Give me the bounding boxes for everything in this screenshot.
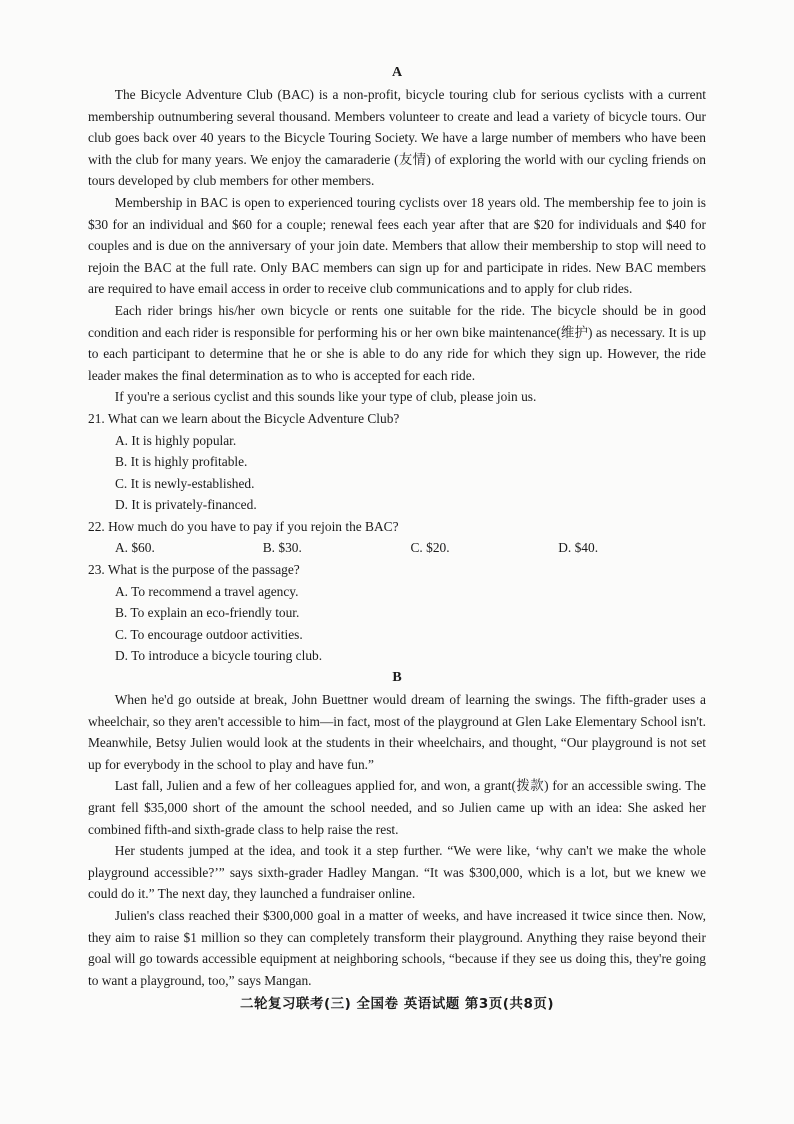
question-21-option-a: A. It is highly popular.: [115, 432, 237, 448]
passage-a-paragraph-3: Each rider brings his/her own bicycle or rents one suitable for the ride. The bicycle should be in good condition and each rider is responsible for performing his or her own bike maintenance(维护) as necessary. It is up to each participant to determine that he or she is able to do any ride for which they sign up. However, the ride leader makes the final determination as to who is accepted for each ride.: [88, 302, 706, 383]
question-23-option-d: D. To introduce a bicycle touring club.: [115, 648, 323, 664]
question-21-option-d: D. It is privately-financed.: [115, 497, 257, 513]
page-footer: 二轮复习联考(三) 全国卷 英语试题 第3页(共8页): [239, 996, 555, 1012]
question-23-stem: 23. What is the purpose of the passage?: [88, 562, 300, 578]
passage-b-paragraph-3: Her students jumped at the idea, and took it a step further. “We were like, ‘why can't we make the whole playground accessible?’” says sixth-grader Hadley Mangan. “It was $300,000, which is a lot, but we knew we could do it.” The next day, they launched a fundraiser online.: [88, 843, 706, 902]
question-21-option-b: B. It is highly profitable.: [115, 454, 248, 470]
question-22-stem: 22. How much do you have to pay if you rejoin the BAC?: [88, 518, 399, 534]
question-23-option-a: A. To recommend a travel agency.: [115, 583, 299, 599]
passage-a-title: A: [391, 65, 403, 80]
passage-b-paragraph-2: Last fall, Julien and a few of her colleagues applied for, and won, a grant(拨款) for an accessible swing. The grant fell $35,000 short of the amount the school needed, and so Julien came up with an idea: She asked her combined fifth-and sixth-grade class to help raise the rest.: [88, 778, 706, 837]
question-21-options: [88, 430, 706, 516]
passage-a-paragraph-2: Membership in BAC is open to experienced touring cyclists over 18 years old. The membership fee to join is $30 for an individual and $60 for a couple; renewal fees each year after that are $20 for individuals and $40 for couples and is due on the anniversary of your join date. Members that allow their membership to stop will need to rejoin the BAC at the full rate. Only BAC members can sign up for and participate in rides. New BAC members are required to have email access in order to receive club communications and to apply for club rides.: [88, 194, 706, 297]
question-22-option-c: C. $20.: [410, 540, 450, 556]
question-22-option-a: A. $60.: [115, 540, 155, 556]
question-22-options: [88, 537, 706, 559]
question-22-option-b: B. $30.: [262, 540, 302, 556]
passage-b-paragraph-1: When he'd go outside at break, John Buettner would dream of learning the swings. The fifth-grader uses a wheelchair, so they aren't accessible to him—in fact, most of the playground at Glen Lake Elementary School isn't. Meanwhile, Betsy Julien would look at the students in their wheelchairs, and thought, “Our playground is not set up for everybody in the school to play and have fun.”: [88, 692, 706, 772]
page-content: [88, 62, 706, 991]
question-21-option-c: C. It is newly-established.: [115, 475, 255, 491]
question-22-option-d: D. $40.: [558, 540, 599, 556]
question-23-option-c: C. To encourage outdoor activities.: [115, 626, 303, 642]
question-23-option-b: B. To explain an eco-friendly tour.: [115, 605, 300, 621]
passage-a-paragraph-4: If you're a serious cyclist and this sounds like your type of club, please join us.: [114, 389, 537, 405]
passage-b-paragraph-4: Julien's class reached their $300,000 goal in a matter of weeks, and have increased it twice since then. Now, they aim to raise $1 million so they can completely transform their playground. Anything they raise beyond their goal will go towards accessible equipment at neighboring schools, “because if they see us doing this, they're going to want a playground, too,” says Mangan.: [88, 907, 706, 988]
passage-a-paragraph-1: The Bicycle Adventure Club (BAC) is a non-profit, bicycle touring club for serious cyclists with a current membership outnumbering several thousand. Members volunteer to create and lead a variety of bicycle tours. Our club goes back over 40 years to the Bicycle Touring Society. We have a large number of members who have been with the club for many years. We enjoy the camaraderie (友情) of exploring the world with our cycling friends on tours developed by club members for other members.: [88, 87, 706, 189]
passage-b-title: B: [392, 670, 402, 686]
question-21-stem: 21. What can we learn about the Bicycle Adventure Club?: [88, 410, 400, 426]
question-23-options: [88, 581, 706, 667]
